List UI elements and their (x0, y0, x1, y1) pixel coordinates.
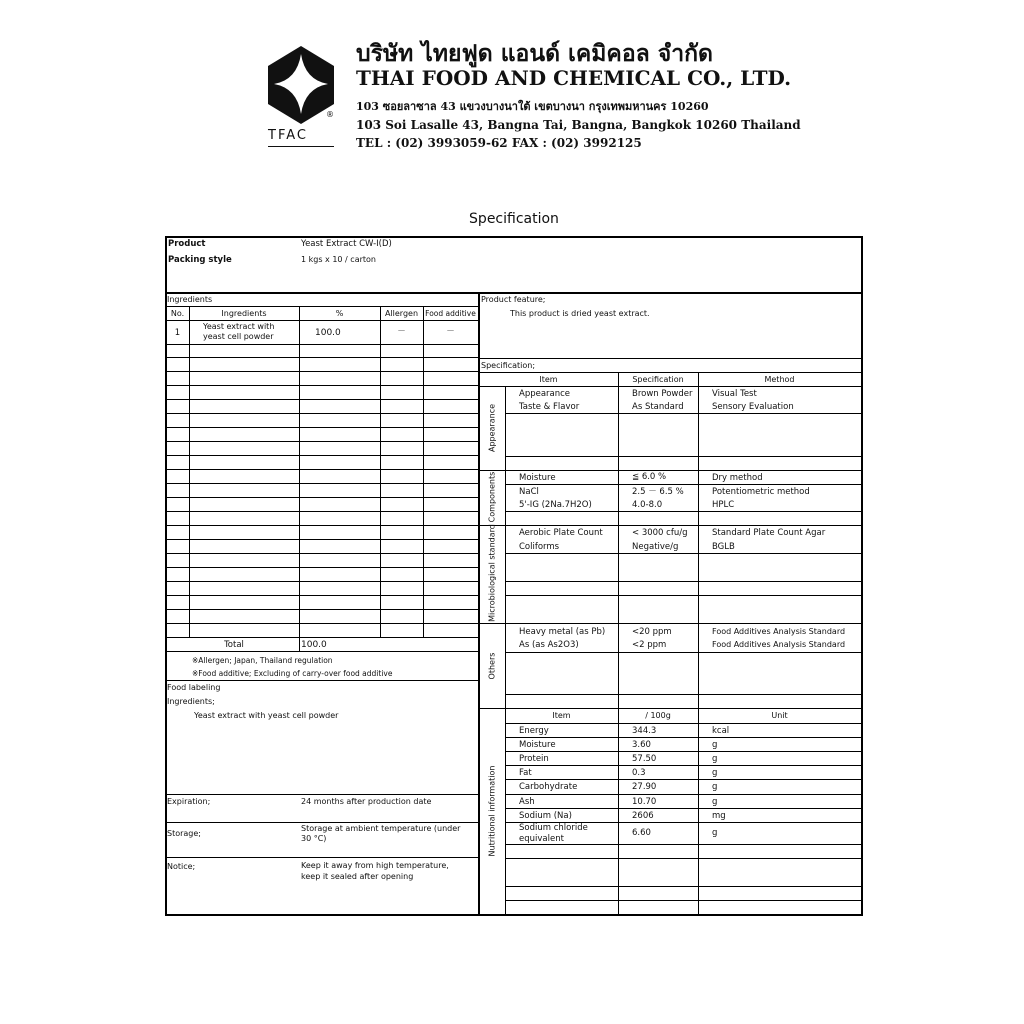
specification-label: Specification; (481, 361, 536, 370)
company-name-thai: บริษัท ไทยฟูด แอนด์ เคมิคอล จำกัด (356, 40, 713, 67)
company-contact: TEL : (02) 3993059-62 FAX : (02) 3992125 (356, 136, 642, 150)
total-label: Total (224, 640, 244, 650)
spec-row-method: Sensory Evaluation (712, 402, 794, 412)
labeling-ingredients-label: Ingredients; (167, 697, 215, 706)
group-appearance-label: Appearance (487, 403, 497, 453)
ingredient-allergen: － (397, 327, 406, 337)
allergen-note: ※Allergen; Japan, Thailand regulation (192, 656, 333, 665)
spec-row-item: Taste & Flavor (519, 402, 580, 412)
nutrition-row-item: Carbohydrate (519, 782, 578, 792)
spec-row-method: BGLB (712, 542, 735, 552)
registered-mark: ® (326, 110, 334, 119)
nutrition-row-value: 57.50 (632, 754, 657, 764)
nutrition-row-value: 344.3 (632, 726, 657, 736)
storage-label: Storage; (167, 829, 201, 838)
col-header-percent: % (335, 309, 344, 318)
nutrition-header-unit: Unit (771, 711, 788, 720)
col-header-no: No. (170, 309, 185, 318)
packing-style-value: 1 kgs x 10 / carton (301, 255, 376, 264)
group-components-label: Components (487, 471, 497, 523)
nutrition-row-value: 0.3 (632, 768, 646, 778)
nutrition-row-value: 6.60 (632, 828, 651, 838)
col-header-food-additive: Food additive (425, 309, 476, 318)
spec-row-spec: ≦ 6.0 % (632, 472, 667, 482)
document-title: Specification (469, 211, 559, 227)
ingredient-food-additive: － (446, 327, 455, 337)
nutrition-row-unit: mg (712, 811, 726, 821)
nutrition-row-item: Moisture (519, 740, 556, 750)
labeling-ingredients-value: Yeast extract with yeast cell powder (194, 711, 339, 720)
spec-row-item: As (as As2O3) (519, 640, 579, 650)
spec-row-spec: 2.5 － 6.5 % (632, 487, 684, 497)
nutrition-row-unit: g (712, 740, 718, 750)
company-address-thai: 103 ซอยลาซาล 43 แขวงบางนาใต้ เขตบางนา กรุงเทพมหานคร 10260 (356, 100, 709, 113)
spec-row-item: 5'-IG (2Na.7H2O) (519, 500, 592, 510)
nutrition-row-item: Protein (519, 754, 549, 764)
spec-row-method: Visual Test (712, 389, 757, 399)
nutrition-row-item: Sodium chloride equivalent (519, 823, 588, 844)
spec-row-spec: Brown Powder (632, 389, 693, 399)
spec-row-spec: < 3000 cfu/g (632, 528, 688, 538)
spec-row-item: Aerobic Plate Count (519, 528, 603, 538)
group-nutrition-label: Nutritional information (487, 765, 497, 857)
spec-row-spec: As Standard (632, 402, 684, 412)
nutrition-row-value: 10.70 (632, 797, 657, 807)
nutrition-header-per-100g: / 100g (645, 711, 671, 720)
product-feature-value: This product is dried yeast extract. (510, 309, 650, 318)
nutrition-row-value: 2606 (632, 811, 654, 821)
company-name-english: THAI FOOD AND CHEMICAL CO., LTD. (356, 66, 792, 90)
spec-header-method: Method (764, 375, 795, 384)
notice-value: Keep it away from high temperature, keep it sealed after opening (301, 861, 449, 881)
spec-row-method: Standard Plate Count Agar (712, 528, 826, 538)
food-additive-note: ※Food additive; Excluding of carry-over food additive (192, 669, 393, 678)
spec-row-spec: 4.0-8.0 (632, 500, 663, 510)
nutrition-row-unit: g (712, 768, 718, 778)
product-feature-label: Product feature; (481, 295, 546, 304)
product-value: Yeast Extract CW-I(D) (301, 239, 392, 249)
nutrition-row-item: Sodium (Na) (519, 811, 572, 821)
expiration-value: 24 months after production date (301, 797, 432, 806)
spec-row-method: Dry method (712, 473, 763, 483)
ingredient-name: Yeast extract with yeast cell powder (203, 322, 275, 341)
nutrition-row-unit: g (712, 782, 718, 792)
spec-row-spec: Negative/g (632, 542, 679, 552)
spec-row-item: Heavy metal (as Pb) (519, 627, 606, 637)
col-header-ingredients: Ingredients (221, 309, 267, 318)
spec-row-spec: <2 ppm (632, 640, 667, 650)
storage-value: Storage at ambient temperature (under 30 °C) (301, 824, 461, 843)
nutrition-row-value: 27.90 (632, 782, 657, 792)
spec-row-method: Potentiometric method (712, 487, 810, 497)
spec-row-method: Food Additives Analysis Standard (712, 627, 846, 636)
nutrition-row-item: Fat (519, 768, 532, 778)
packing-style-label: Packing style (168, 255, 232, 265)
spec-row-item: Appearance (519, 389, 571, 399)
spec-row-method: HPLC (712, 500, 735, 510)
col-header-allergen: Allergen (384, 309, 419, 318)
spec-row-item: NaCl (519, 487, 539, 497)
nutrition-row-value: 3.60 (632, 740, 651, 750)
ingredients-section-label: Ingredients (167, 295, 213, 304)
ingredient-no: 1 (174, 328, 181, 338)
spec-row-item: Coliforms (519, 542, 560, 552)
group-others-label: Others (487, 652, 497, 680)
logo-text: TFAC (268, 128, 308, 143)
spec-row-spec: <20 ppm (632, 627, 672, 637)
nutrition-row-item: Energy (519, 726, 549, 736)
food-labeling-label: Food labeling (167, 683, 221, 692)
nutrition-row-unit: g (712, 828, 718, 838)
product-label: Product (168, 239, 206, 249)
nutrition-row-unit: g (712, 754, 718, 764)
spec-header-specification: Specification (632, 375, 684, 384)
notice-label: Notice; (167, 862, 196, 871)
spec-row-item: Moisture (519, 473, 556, 483)
company-address-english: 103 Soi Lasalle 43, Bangna Tai, Bangna, Bangkok 10260 Thailand (356, 118, 801, 132)
nutrition-row-unit: kcal (712, 726, 730, 736)
spec-header-item: Item (539, 375, 558, 384)
total-value: 100.0 (301, 640, 327, 650)
group-microbiological-label: Microbiological standard (487, 524, 497, 622)
expiration-label: Expiration; (167, 797, 211, 806)
ingredient-percent: 100.0 (315, 328, 341, 338)
nutrition-row-item: Ash (519, 797, 535, 807)
nutrition-row-unit: g (712, 797, 718, 807)
spec-row-method: Food Additives Analysis Standard (712, 640, 846, 649)
nutrition-header-item: Item (552, 711, 571, 720)
